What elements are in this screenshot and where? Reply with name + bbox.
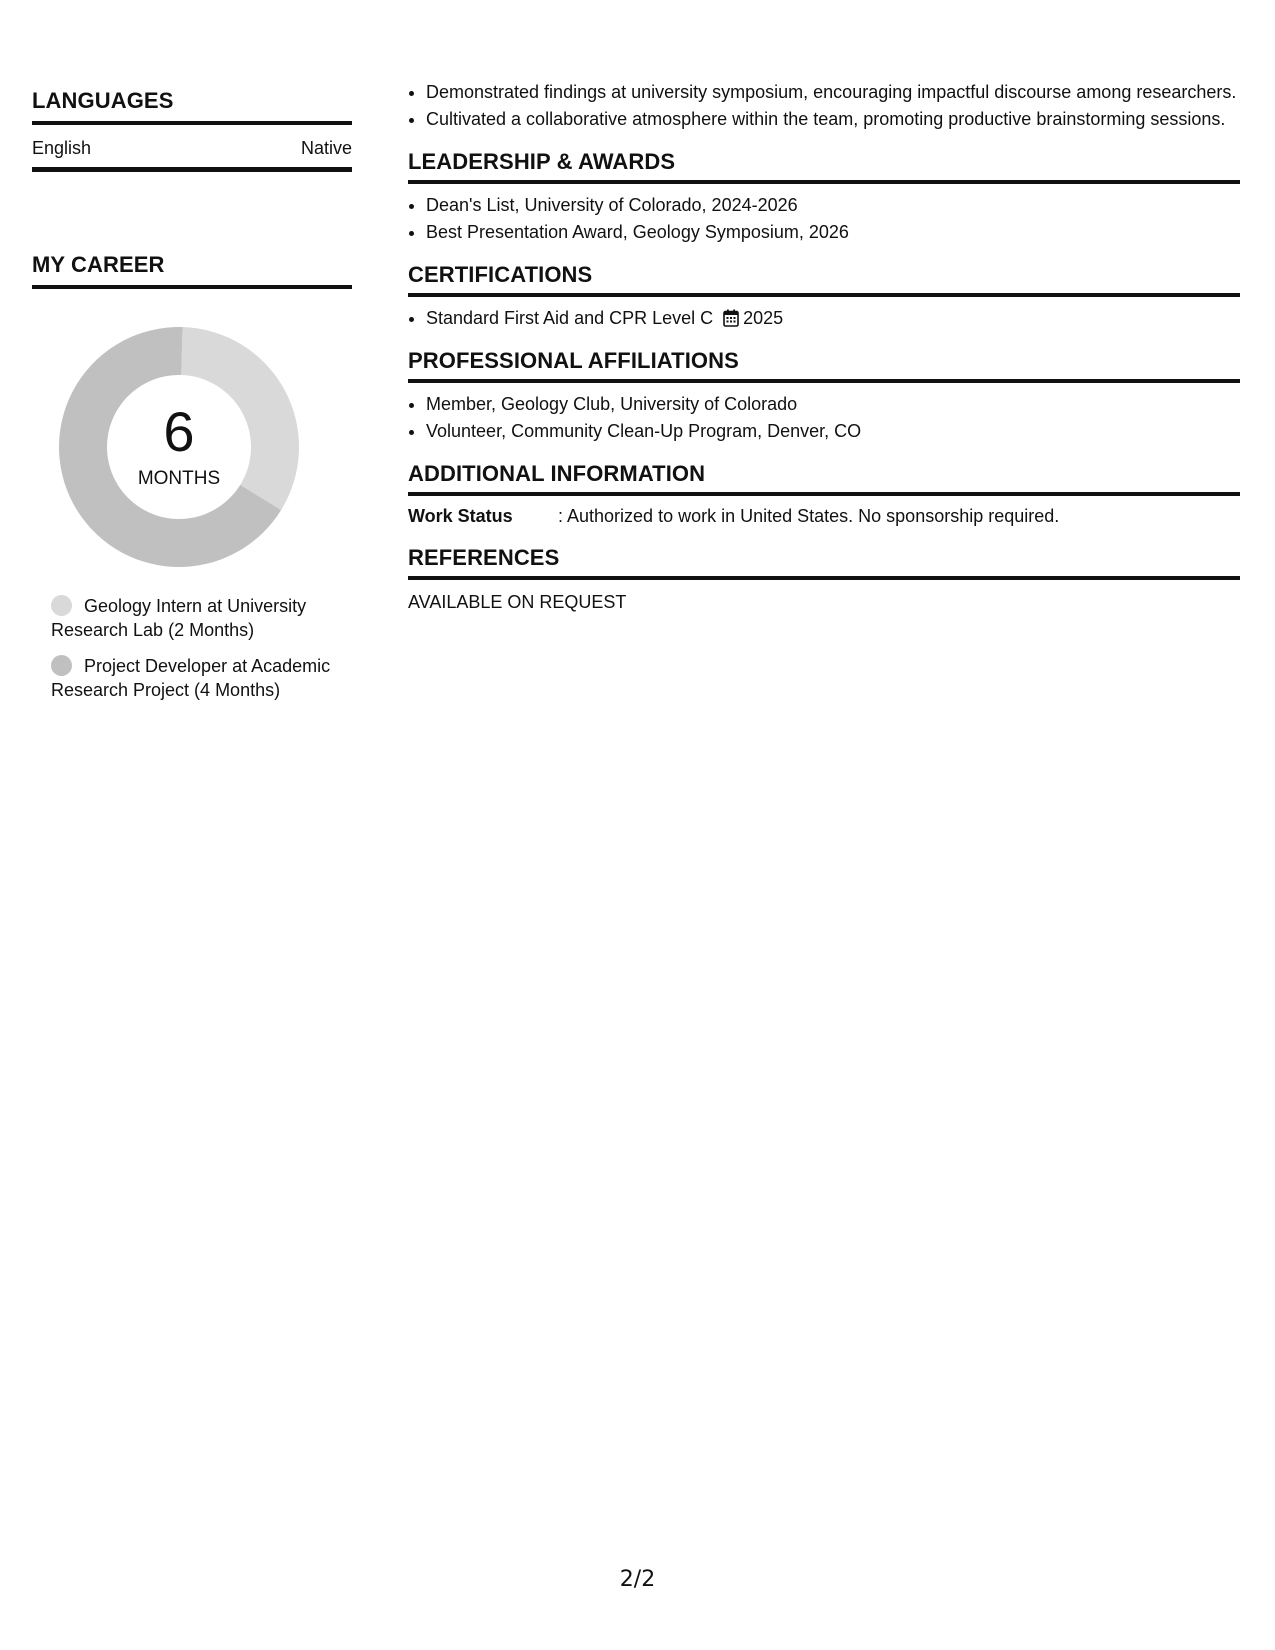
career-total-unit: MONTHS [137, 468, 221, 489]
certifications-list [408, 306, 1240, 330]
career-legend [32, 594, 352, 702]
bullet-item: • Demonstrated findings at university symposium, encouraging impactful discourse among researchers. [426, 80, 1240, 104]
legend-swatch [51, 655, 72, 676]
language-name: English [32, 138, 92, 158]
career-donut-chart [54, 322, 304, 572]
career-total-months: 6 [163, 400, 195, 463]
work-status-row [408, 506, 1240, 527]
legend-swatch [51, 595, 72, 616]
work-status-label: Work Status [408, 506, 513, 526]
language-row [32, 125, 352, 172]
leadership-list [408, 193, 1240, 244]
language-level: Native [300, 138, 352, 158]
experience-bullets [408, 80, 1240, 131]
sidebar [32, 88, 352, 714]
calendar-icon [723, 309, 739, 327]
career-heading: MY CAREER [32, 252, 352, 289]
award-item: • Best Presentation Award, Geology Symposium, 2026 [426, 220, 1240, 244]
affiliations-section [408, 348, 1240, 443]
references-text: AVAILABLE ON REQUEST [408, 592, 627, 612]
legend-label: Geology Intern at University Research Lab (2 Months) [51, 596, 307, 640]
certifications-section [408, 262, 1240, 330]
additional-info-section [408, 461, 1240, 527]
certification-item [426, 306, 1240, 330]
legend-item [51, 654, 352, 702]
certifications-heading: CERTIFICATIONS [408, 262, 1240, 297]
bullet-item: • Cultivated a collaborative atmosphere within the team, promoting productive brainstorming sessions. [426, 107, 1240, 131]
legend-label: Project Developer at Academic Research Project (4 Months) [51, 656, 331, 700]
work-status-value: : Authorized to work in United States. No sponsorship required. [558, 506, 1060, 526]
affiliation-item: • Volunteer, Community Clean-Up Program, Denver, CO [426, 419, 1240, 443]
affiliations-heading: PROFESSIONAL AFFILIATIONS [408, 348, 1240, 383]
legend-item [51, 594, 352, 642]
references-section [408, 545, 1240, 613]
career-section [32, 252, 352, 702]
affiliations-list [408, 392, 1240, 443]
leadership-heading: LEADERSHIP & AWARDS [408, 149, 1240, 184]
award-item: • Dean's List, University of Colorado, 2024-2026 [426, 193, 1240, 217]
page-number: 2/2 [619, 1567, 656, 1592]
languages-heading: LANGUAGES [32, 88, 352, 125]
main-column [408, 80, 1240, 613]
additional-info-heading: ADDITIONAL INFORMATION [408, 461, 1240, 496]
leadership-section [408, 149, 1240, 244]
certification-name: Standard First Aid and CPR Level C [426, 308, 714, 328]
certification-year: 2025 [743, 308, 784, 328]
affiliation-item: • Member, Geology Club, University of Colorado [426, 392, 1240, 416]
references-heading: REFERENCES [408, 545, 1240, 580]
donut-center [54, 322, 304, 572]
